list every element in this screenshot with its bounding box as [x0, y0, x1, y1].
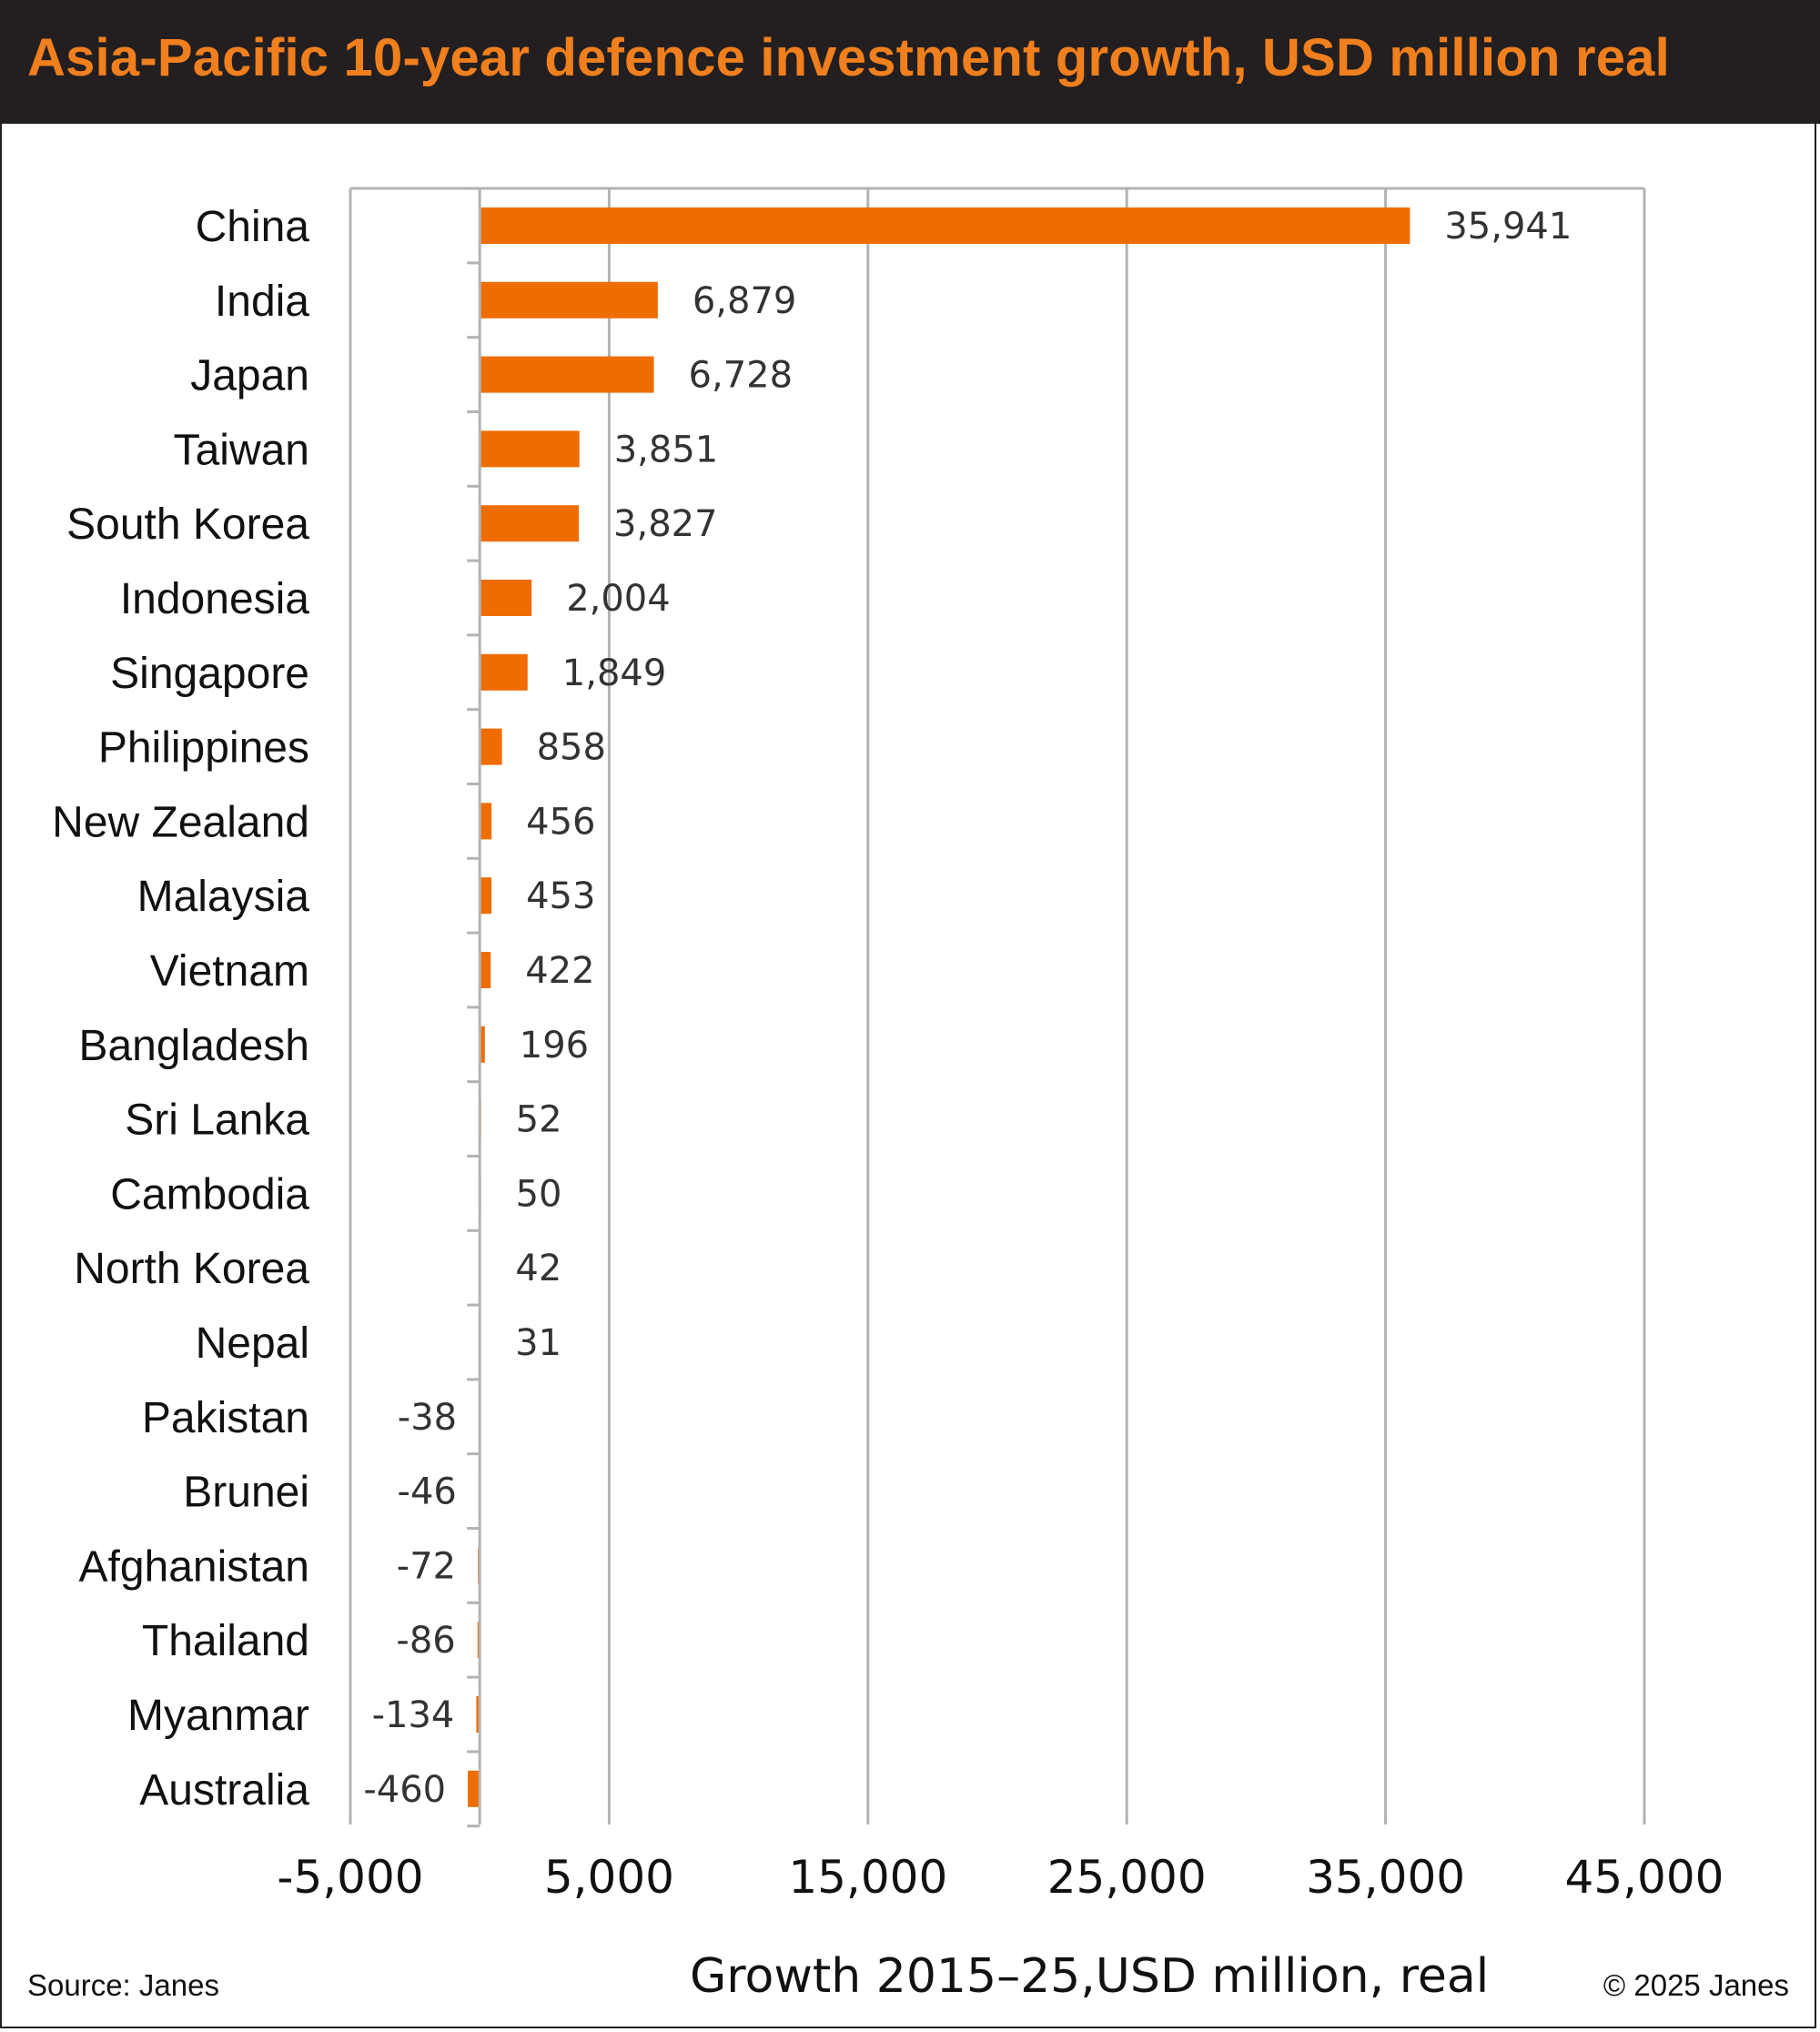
- bar: [480, 877, 491, 914]
- data-label: 3,827: [613, 503, 718, 546]
- category-label: India: [214, 277, 309, 326]
- category-label: North Korea: [74, 1245, 309, 1294]
- category-label: Nepal: [195, 1319, 309, 1368]
- data-label: 3,851: [613, 429, 719, 471]
- data-label: 6,728: [688, 354, 794, 397]
- category-label: Singapore: [110, 649, 309, 698]
- bar: [480, 505, 579, 541]
- category-label: Myanmar: [126, 1692, 309, 1740]
- data-label: 52: [515, 1098, 562, 1141]
- category-label: Malaysia: [136, 873, 309, 922]
- data-label: 2,004: [566, 578, 671, 620]
- data-label: -134: [371, 1694, 455, 1736]
- data-label: 196: [519, 1024, 590, 1067]
- bar: [468, 1771, 480, 1807]
- data-label: 50: [515, 1173, 562, 1216]
- source-note: Source: Janes: [27, 1968, 219, 2002]
- category-label: New Zealand: [52, 798, 309, 847]
- x-axis-title: Growth 2015–25,USD million, real: [690, 1949, 1490, 2004]
- category-label: Pakistan: [141, 1393, 309, 1442]
- data-label: 453: [526, 875, 596, 918]
- category-label: Cambodia: [110, 1170, 309, 1219]
- bar: [480, 803, 491, 839]
- category-label: Vietnam: [149, 947, 309, 996]
- category-label: Australia: [139, 1765, 309, 1815]
- data-label: 31: [515, 1322, 561, 1364]
- x-tick-label: 25,000: [1046, 1851, 1207, 1904]
- chart-title: Asia-Pacific 10-year defence investment growth, USD million real: [27, 28, 1670, 87]
- category-label: South Korea: [66, 500, 309, 550]
- bar: [480, 580, 531, 616]
- x-tick-label: 15,000: [788, 1851, 948, 1904]
- data-label: 858: [536, 726, 606, 769]
- data-label: 35,941: [1444, 206, 1572, 248]
- category-label: Thailand: [141, 1617, 309, 1666]
- bar: [480, 430, 580, 467]
- bar: [480, 952, 490, 988]
- x-tick-label: 45,000: [1564, 1851, 1724, 1904]
- labels: [52, 203, 1724, 1904]
- category-label: Japan: [190, 351, 309, 400]
- category-label: Sri Lanka: [125, 1096, 309, 1145]
- data-label: 42: [515, 1248, 562, 1290]
- category-label: Afghanistan: [78, 1542, 309, 1592]
- data-label: 6,879: [692, 279, 797, 322]
- category-label: Brunei: [183, 1468, 309, 1517]
- bar: [480, 729, 501, 765]
- bar: [480, 282, 658, 318]
- bar: [480, 654, 528, 691]
- category-label: Bangladesh: [78, 1021, 309, 1070]
- bar: [480, 207, 1410, 244]
- data-label: -86: [396, 1620, 456, 1663]
- data-label: -46: [397, 1471, 457, 1513]
- data-label: -72: [396, 1545, 457, 1588]
- copyright-note: © 2025 Janes: [1603, 1968, 1789, 2002]
- data-label: -38: [397, 1396, 458, 1439]
- category-label: Taiwan: [173, 426, 309, 475]
- category-label: Indonesia: [119, 575, 309, 623]
- x-tick-label: 5,000: [543, 1851, 674, 1904]
- data-label: 456: [526, 801, 596, 844]
- data-label: -460: [363, 1768, 447, 1811]
- y-axis: [467, 188, 480, 1826]
- x-tick-label: 35,000: [1306, 1851, 1466, 1904]
- x-tick-label: -5,000: [277, 1851, 424, 1904]
- category-label: Philippines: [97, 723, 309, 773]
- category-label: China: [195, 203, 309, 251]
- data-label: 1,849: [561, 652, 667, 694]
- data-label: 422: [525, 950, 595, 992]
- bar: [480, 357, 653, 393]
